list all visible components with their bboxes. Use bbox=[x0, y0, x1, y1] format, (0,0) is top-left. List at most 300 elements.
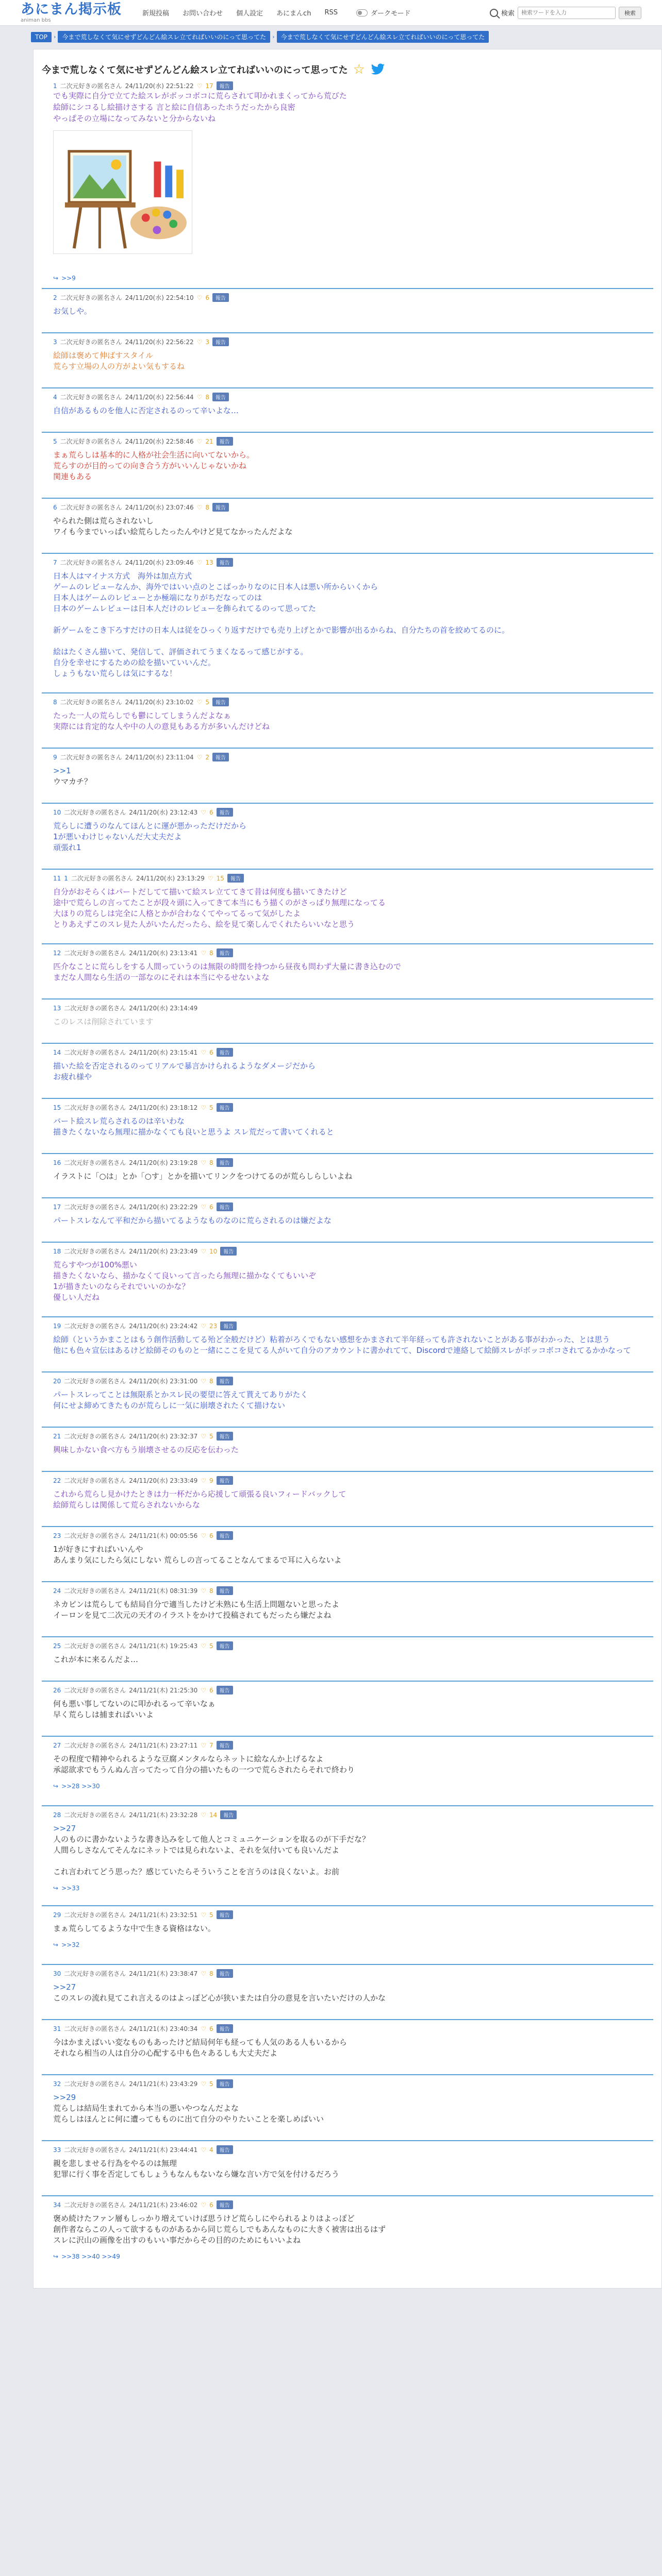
thumbs-up-icon[interactable]: ♡ bbox=[201, 1811, 207, 1819]
response-line: 1が好きにすればいいんや bbox=[53, 1545, 143, 1554]
nav-settings[interactable]: 個人設定 bbox=[236, 10, 263, 18]
response-header bbox=[53, 1004, 653, 1012]
op-number[interactable]: 1 bbox=[53, 82, 57, 90]
response-header bbox=[53, 1321, 653, 1330]
response-header bbox=[53, 2145, 653, 2154]
response-reply-anchor[interactable]: >>28 >>30 bbox=[61, 1783, 100, 1790]
response-line: 犯罪に行く事を否定してもしょうもなんもないなら嫌な言い方で気を付けるだろう bbox=[53, 2170, 340, 2179]
response-spacer bbox=[42, 930, 653, 943]
response-item bbox=[42, 1681, 653, 1736]
response-header bbox=[53, 293, 653, 302]
response-date: 24/11/20(水) 23:23:49 bbox=[129, 1248, 198, 1255]
breadcrumb-thread[interactable]: 今まで荒しなくて気にせずどんどん絵スレ立てればいいのにって思ってた bbox=[277, 31, 489, 43]
report-button[interactable]: 報告 bbox=[212, 753, 229, 761]
response-body bbox=[53, 1116, 653, 1138]
response-good-count: 8 bbox=[209, 1970, 213, 1977]
thumbs-up-icon[interactable]: ♡ bbox=[201, 1104, 207, 1111]
breadcrumb-separator: › bbox=[54, 33, 56, 40]
response-date: 24/11/21(木) 21:25:30 bbox=[129, 1687, 198, 1694]
thumbs-up-icon[interactable]: ♡ bbox=[201, 1532, 207, 1539]
response-number[interactable]: 33 bbox=[53, 2146, 61, 2154]
dark-mode-toggle[interactable] bbox=[356, 8, 410, 18]
response-number[interactable]: 20 bbox=[53, 1377, 61, 1385]
thumbs-up-icon[interactable]: ♡ bbox=[196, 393, 203, 401]
report-button[interactable]: 報告 bbox=[217, 1377, 233, 1385]
response-good-count: 8 bbox=[205, 503, 210, 511]
response-spacer bbox=[42, 1182, 653, 1197]
response-reply-link[interactable] bbox=[53, 1941, 653, 1948]
thumbs-up-icon[interactable]: ♡ bbox=[201, 1322, 207, 1330]
response-number[interactable]: 11 bbox=[53, 874, 61, 882]
response-header bbox=[53, 393, 653, 401]
response-line: 匹介なことに荒らしをする人間っていうのは無限の時間を持つから昼夜も問わず大量に書き込むので bbox=[53, 962, 402, 971]
response-line: 荒らしに遭うのなんてほんとに運が悪かっただけだから bbox=[53, 821, 247, 831]
response-spacer bbox=[42, 679, 653, 692]
response-line: ゲームのレビューなんか、海外ではいい点のとこばっかりなのに日本人は悪い所からいくから bbox=[53, 582, 378, 591]
thumbs-up-icon[interactable]: ♡ bbox=[201, 2146, 207, 2154]
thumbs-up-icon[interactable]: ♡ bbox=[201, 1911, 207, 1919]
twitter-share-icon[interactable] bbox=[370, 63, 386, 76]
response-header bbox=[53, 1686, 653, 1694]
response-spacer bbox=[42, 1948, 653, 1964]
thumbs-up-icon[interactable]: ♡ bbox=[201, 1432, 207, 1440]
response-line: このレスは削除されています bbox=[53, 1017, 154, 1026]
nav-new-post[interactable]: 新規投稿 bbox=[142, 10, 170, 18]
thumbs-up-icon[interactable]: ♡ bbox=[201, 1159, 207, 1166]
response-spacer bbox=[42, 482, 653, 498]
response-item bbox=[42, 2195, 653, 2276]
response-good-count: 10 bbox=[209, 1247, 218, 1255]
response-number[interactable]: 12 bbox=[53, 949, 61, 957]
response-number[interactable]: 16 bbox=[53, 1159, 61, 1166]
response-line: 優しい人だね bbox=[53, 1293, 100, 1302]
response-number[interactable]: 6 bbox=[53, 503, 57, 511]
response-line: 日本人はマイナス方式 海外は加点方式 bbox=[53, 571, 192, 581]
response-date: 24/11/21(木) 19:25:43 bbox=[129, 1642, 198, 1650]
response-number[interactable]: 21 bbox=[53, 1432, 61, 1440]
response-line: 描きたくないなら、描かなくて良いって言ったら無理に描かなくてもいいぞ bbox=[53, 1271, 317, 1280]
thumbs-up-icon[interactable]: ♡ bbox=[201, 1477, 207, 1484]
response-number[interactable]: 28 bbox=[53, 1811, 61, 1819]
response-number[interactable]: 25 bbox=[53, 1642, 61, 1650]
response-spacer bbox=[42, 1356, 653, 1371]
response-name: 二次元好きの匿名さん bbox=[64, 2201, 126, 2209]
response-line: これから荒らし見かけたときは力一杯だから応援して頑張る良いフィードバックして bbox=[53, 1489, 346, 1499]
nav-contact[interactable]: お問い合わせ bbox=[183, 10, 223, 18]
response-header bbox=[53, 874, 653, 883]
report-button[interactable]: 報告 bbox=[212, 698, 229, 706]
report-button[interactable]: 報告 bbox=[220, 1247, 237, 1256]
response-good-count: 4 bbox=[209, 2146, 213, 2154]
response-header bbox=[53, 1741, 653, 1750]
report-button[interactable]: 報告 bbox=[217, 1202, 233, 1211]
response-reply-anchor[interactable]: >>38 >>40 >>49 bbox=[61, 2253, 120, 2260]
op-name: 二次元好きの匿名さん bbox=[60, 82, 122, 90]
report-button[interactable]: 報告 bbox=[217, 1476, 233, 1485]
report-button[interactable]: 報告 bbox=[217, 1910, 233, 1919]
response-body bbox=[53, 1445, 653, 1455]
response-date: 24/11/20(水) 23:24:42 bbox=[129, 1323, 198, 1330]
breadcrumb-separator: › bbox=[272, 33, 275, 40]
report-button[interactable]: 報告 bbox=[217, 2079, 233, 2088]
breadcrumb-board[interactable]: 今まで荒しなくて気にせずどんどん絵スレ立てればいいのにって思ってた bbox=[58, 31, 270, 43]
response-spacer bbox=[42, 983, 653, 998]
response-item bbox=[42, 1153, 653, 1197]
response-good-count: 6 bbox=[209, 1532, 213, 1539]
response-item bbox=[42, 1905, 653, 1964]
response-line: 今はかまえばいい変なものもあったけど結局何年も経っても人気のある人もいるから bbox=[53, 2038, 347, 2047]
response-spacer bbox=[42, 1411, 653, 1427]
response-line: 1が悪いわけじゃないんだ大丈夫だよ bbox=[53, 832, 182, 841]
response-reply-link[interactable] bbox=[53, 1885, 653, 1892]
response-line: 荒らしは結局生まれてから本当の悪いやつなんだよな bbox=[53, 2104, 239, 2113]
response-good-count: 5 bbox=[209, 1642, 213, 1650]
thumbs-up-icon[interactable]: ♡ bbox=[201, 2080, 207, 2088]
response-anchor[interactable]: >>27 bbox=[53, 1982, 76, 1992]
response-line: 自分がおそらくはパートだしてて描いて絵スレ立ててきて昔は何度も描いてきたけど bbox=[53, 887, 347, 896]
response-date: 24/11/21(木) 23:32:28 bbox=[129, 1811, 198, 1819]
report-button[interactable]: 報告 bbox=[220, 1810, 237, 1819]
thumbs-up-icon[interactable]: ♡ bbox=[201, 1642, 207, 1650]
response-number[interactable]: 22 bbox=[53, 1477, 61, 1484]
response-line: 荒らしはほんとに何に遭ってもものに出て自分のやりたいことを楽しめばいい bbox=[53, 2114, 324, 2124]
response-name: 二次元好きの匿名さん bbox=[71, 875, 133, 882]
response-spacer bbox=[42, 1303, 653, 1316]
response-reply-anchor[interactable]: >>33 bbox=[61, 1885, 80, 1892]
response-line: しょうもない荒らしは気にするな！ bbox=[53, 669, 177, 678]
response-line: 絵はたくさん描いて、発信して、評価されてうまくなるって感じがする。 bbox=[53, 647, 308, 656]
thumbs-up-icon[interactable]: ♡ bbox=[201, 2025, 207, 2032]
response-body bbox=[53, 961, 653, 983]
response-anchor[interactable]: >>1 bbox=[53, 766, 71, 775]
response-item bbox=[42, 553, 653, 692]
main-nav bbox=[142, 8, 410, 18]
op-body bbox=[53, 90, 653, 124]
response-item bbox=[42, 943, 653, 998]
response-good-count: 13 bbox=[205, 558, 213, 566]
response-name: 二次元好きの匿名さん bbox=[64, 2080, 126, 2088]
response-good-count: 8 bbox=[209, 1587, 213, 1595]
response-spacer bbox=[42, 2260, 653, 2276]
response-item bbox=[42, 1427, 653, 1471]
report-button[interactable]: 報告 bbox=[217, 1103, 233, 1112]
response-line: 絵師（というかまことはもう創作活動してる殆ど全般だけど）粘着がろくでもない感想をかまされて半年経っても許されないことがある事がわかった、とは思う bbox=[53, 1335, 610, 1344]
nav-rss[interactable]: RSS bbox=[324, 9, 338, 16]
response-reply-link[interactable] bbox=[53, 2253, 653, 2260]
report-button[interactable]: 報告 bbox=[212, 393, 229, 401]
response-date: 24/11/20(水) 23:11:04 bbox=[125, 754, 194, 761]
response-item bbox=[42, 869, 653, 943]
response-date: 24/11/20(水) 23:10:02 bbox=[125, 699, 194, 706]
response-body bbox=[53, 1544, 653, 1566]
response-body bbox=[53, 516, 653, 537]
thumbs-up-icon[interactable]: ♡ bbox=[201, 949, 207, 957]
response-number[interactable]: 26 bbox=[53, 1686, 61, 1694]
response-date: 24/11/21(木) 00:05:56 bbox=[129, 1532, 198, 1539]
response-good-count: 3 bbox=[205, 338, 210, 346]
thumbs-up-icon[interactable]: ♡ bbox=[201, 808, 207, 816]
thumbs-up-icon[interactable]: ♡ bbox=[196, 558, 203, 566]
thumbs-up-icon[interactable]: ♡ bbox=[201, 2201, 207, 2209]
report-button[interactable]: 報告 bbox=[212, 337, 229, 346]
toggle-switch-icon[interactable] bbox=[356, 9, 368, 16]
report-button[interactable]: 報告 bbox=[217, 437, 233, 446]
response-header bbox=[53, 2200, 653, 2209]
report-button[interactable]: 報告 bbox=[220, 1321, 237, 1330]
response-spacer bbox=[42, 1082, 653, 1098]
response-list bbox=[42, 288, 653, 2276]
thumbs-up-icon[interactable]: ♡ bbox=[207, 874, 213, 882]
response-number[interactable]: 31 bbox=[53, 2025, 61, 2032]
response-date: 24/11/20(水) 23:18:12 bbox=[129, 1104, 198, 1111]
response-date: 24/11/21(木) 23:40:34 bbox=[129, 2025, 198, 2032]
response-line: ワイも今までいっぱい絵荒らしたったんやけど見てなかったんだよな bbox=[53, 527, 293, 536]
response-number[interactable]: 34 bbox=[53, 2201, 61, 2209]
op-reply-anchor[interactable]: >>9 bbox=[61, 275, 76, 282]
response-body bbox=[53, 1061, 653, 1082]
thumbs-up-icon[interactable]: ♡ bbox=[201, 1203, 207, 1211]
response-spacer bbox=[42, 1511, 653, 1526]
report-button[interactable]: 報告 bbox=[217, 1158, 233, 1167]
report-button[interactable]: 報告 bbox=[217, 1432, 233, 1440]
response-number[interactable]: 24 bbox=[53, 1587, 61, 1595]
thumbs-up-icon[interactable]: ♡ bbox=[201, 1377, 207, 1385]
response-date: 24/11/20(水) 23:13:41 bbox=[129, 950, 198, 957]
report-button[interactable]: 報告 bbox=[217, 1741, 233, 1750]
search-area bbox=[490, 7, 641, 19]
response-number[interactable]: 23 bbox=[53, 1532, 61, 1539]
report-button[interactable]: 報告 bbox=[217, 1531, 233, 1540]
response-line: まぁ荒らしは基本的に人格が社会生活に向いてないから。 bbox=[53, 450, 255, 460]
thumbs-up-icon[interactable]: ♡ bbox=[196, 338, 203, 346]
response-body bbox=[53, 1654, 653, 1665]
thumbs-up-icon[interactable]: ♡ bbox=[201, 1247, 207, 1255]
response-line: 途中で荒らしの言ってたことが段々頭に入ってきて本当にもう描くのがさっぱり無理になってる bbox=[53, 898, 386, 907]
response-header bbox=[53, 1641, 653, 1650]
response-name: 二次元好きの匿名さん bbox=[64, 950, 126, 957]
response-body bbox=[53, 2158, 653, 2180]
thumbs-up-icon[interactable]: ♡ bbox=[201, 1970, 207, 1977]
thumbs-up-icon[interactable]: ♡ bbox=[201, 1587, 207, 1595]
response-body bbox=[53, 2092, 653, 2125]
reply-arrow-icon: ↪ bbox=[53, 1885, 59, 1892]
response-line: 荒らすやつが100%悪い bbox=[53, 1260, 137, 1269]
response-number[interactable]: 5 bbox=[53, 437, 57, 445]
response-line: たった一人の荒らしでも鬱にしてしまうんだよなぁ bbox=[53, 711, 231, 720]
thumbs-up-icon[interactable]: ♡ bbox=[196, 82, 203, 90]
response-body bbox=[53, 1982, 653, 2004]
response-name: 二次元好きの匿名さん bbox=[60, 338, 122, 346]
thumbs-up-icon[interactable]: ♡ bbox=[201, 1686, 207, 1694]
response-date: 24/11/20(水) 23:31:00 bbox=[129, 1378, 198, 1385]
response-line: パートスレなんて平和だから描いてるようなものなのに荒らされるのは嫌だよな bbox=[53, 1216, 332, 1225]
response-good-count: 5 bbox=[209, 1911, 213, 1919]
response-number[interactable]: 13 bbox=[53, 1004, 61, 1012]
response-body bbox=[53, 1699, 653, 1720]
op-date: 24/11/20(水) 22:51:22 bbox=[125, 82, 194, 90]
response-spacer bbox=[42, 416, 653, 432]
response-good-count: 6 bbox=[205, 294, 210, 301]
response-name: 二次元好きの匿名さん bbox=[64, 1005, 126, 1012]
thumbs-up-icon[interactable]: ♡ bbox=[201, 1741, 207, 1749]
response-reply-anchor[interactable]: >>32 bbox=[61, 1941, 80, 1948]
response-item bbox=[42, 1197, 653, 1242]
response-header bbox=[53, 948, 653, 957]
report-button[interactable]: 報告 bbox=[217, 1686, 233, 1694]
response-good-count: 6 bbox=[209, 1686, 213, 1694]
report-button[interactable]: 報告 bbox=[217, 808, 233, 817]
op-header bbox=[53, 81, 653, 90]
response-spacer bbox=[42, 372, 653, 387]
response-name: 二次元好きの匿名さん bbox=[64, 1970, 126, 1977]
response-number[interactable]: 32 bbox=[53, 2080, 61, 2088]
op-reply-link[interactable] bbox=[53, 275, 653, 282]
response-item bbox=[42, 387, 653, 432]
report-button[interactable]: 報告 bbox=[217, 1048, 233, 1057]
response-number[interactable]: 7 bbox=[53, 558, 57, 566]
response-item bbox=[42, 1964, 653, 2019]
response-number[interactable]: 30 bbox=[53, 1970, 61, 1977]
response-item bbox=[42, 1242, 653, 1316]
response-number[interactable]: 8 bbox=[53, 698, 57, 706]
response-header bbox=[53, 1048, 653, 1057]
report-button[interactable]: 報告 bbox=[212, 503, 229, 512]
report-button[interactable]: 報告 bbox=[217, 948, 233, 957]
response-line: とりあえずこのスレ見た人がいたんだったら、絵を見て楽しんでくれたらいいなと思う bbox=[53, 920, 355, 929]
response-item bbox=[42, 1526, 653, 1581]
report-button[interactable]: 報告 bbox=[217, 558, 233, 567]
thumbs-up-icon[interactable]: ♡ bbox=[201, 1048, 207, 1056]
thumbs-up-icon[interactable]: ♡ bbox=[196, 698, 203, 706]
response-anchor[interactable]: >>27 bbox=[53, 1824, 76, 1833]
response-header bbox=[53, 1377, 653, 1385]
response-header bbox=[53, 1810, 653, 1819]
response-number[interactable]: 3 bbox=[53, 338, 57, 346]
response-item bbox=[42, 1471, 653, 1526]
response-number[interactable]: 18 bbox=[53, 1247, 61, 1255]
dark-mode-label: ダークモード bbox=[370, 10, 411, 18]
response-name: 二次元好きの匿名さん bbox=[60, 394, 122, 401]
response-date: 24/11/20(水) 22:56:22 bbox=[125, 338, 194, 346]
report-button[interactable]: 報告 bbox=[217, 1586, 233, 1595]
thumbs-up-icon[interactable]: ♡ bbox=[196, 503, 203, 511]
response-number[interactable]: 27 bbox=[53, 1741, 61, 1749]
response-line: これが本に来るんだよ… bbox=[53, 1655, 139, 1664]
report-button[interactable]: 報告 bbox=[217, 2145, 233, 2154]
nav-animanch[interactable]: あにまんch bbox=[276, 10, 311, 18]
response-good-count: 21 bbox=[205, 437, 213, 445]
report-button[interactable]: 報告 bbox=[217, 81, 233, 90]
response-name: 二次元好きの匿名さん bbox=[60, 294, 122, 301]
response-name: 二次元好きの匿名さん bbox=[60, 504, 122, 511]
response-item bbox=[42, 1098, 653, 1153]
response-header bbox=[53, 2079, 653, 2088]
response-header bbox=[53, 1247, 653, 1256]
report-button[interactable]: 報告 bbox=[227, 874, 244, 883]
search-button[interactable]: 検索 bbox=[619, 7, 641, 19]
response-date: 24/11/20(水) 23:19:28 bbox=[129, 1159, 198, 1166]
report-button[interactable]: 報告 bbox=[212, 293, 229, 302]
response-spacer bbox=[42, 1027, 653, 1043]
response-name: 二次元好きの匿名さん bbox=[60, 559, 122, 566]
response-item bbox=[42, 1371, 653, 1427]
response-number[interactable]: 2 bbox=[53, 294, 57, 301]
response-name: 二次元好きの匿名さん bbox=[60, 754, 122, 761]
response-header bbox=[53, 503, 653, 512]
response-reply-link[interactable] bbox=[53, 1783, 653, 1790]
response-date: 24/11/20(水) 22:58:46 bbox=[125, 438, 194, 445]
response-header bbox=[53, 437, 653, 446]
response-line: あんまり気にしたら気にしない 荒らしの言ってることなんてまるで耳に入らないよ bbox=[53, 1555, 342, 1565]
thumbs-up-icon[interactable]: ♡ bbox=[196, 294, 203, 301]
response-line: 創作者ならこの人って欲するものがあるから同じ荒らしでもあんなものに大きく被害は出るはず bbox=[53, 2225, 386, 2234]
thumbs-up-icon[interactable]: ♡ bbox=[196, 753, 203, 761]
response-body bbox=[53, 571, 653, 679]
response-header bbox=[53, 558, 653, 567]
response-good-count: 6 bbox=[209, 2201, 213, 2209]
response-spacer bbox=[42, 732, 653, 748]
response-item bbox=[42, 2019, 653, 2074]
response-number[interactable]: 15 bbox=[53, 1104, 61, 1111]
report-button[interactable]: 報告 bbox=[217, 2200, 233, 2209]
response-number[interactable]: 9 bbox=[53, 753, 57, 761]
response-line: 自信があるものを他人に否定されるのって辛いよな… bbox=[53, 406, 239, 415]
star-favorite-icon[interactable]: ☆ bbox=[353, 62, 365, 77]
search-input[interactable] bbox=[518, 7, 616, 19]
response-good-count: 2 bbox=[205, 753, 210, 761]
response-item bbox=[42, 1736, 653, 1805]
response-item bbox=[42, 2140, 653, 2195]
report-button[interactable]: 報告 bbox=[217, 1969, 233, 1978]
response-number[interactable]: 19 bbox=[53, 1322, 61, 1330]
response-date: 24/11/21(木) 08:31:39 bbox=[129, 1587, 198, 1595]
response-line: 何も悪い事してないのに叩かれるって辛いなぁ bbox=[53, 1699, 216, 1708]
report-button[interactable]: 報告 bbox=[217, 2024, 233, 2033]
response-body bbox=[53, 350, 653, 372]
response-line: 描いた絵を否定されるのってリアルで暴言かけられるようなダメージだから bbox=[53, 1061, 316, 1071]
response-item bbox=[42, 748, 653, 803]
response-line: まだな人間なら生活の一部なのにそれは本当にやるせないよな bbox=[53, 973, 270, 982]
op-line: やっぱその立場になってみないと分からないね bbox=[53, 114, 216, 123]
response-line: やられた側は荒らされないし bbox=[53, 516, 154, 526]
breadcrumb-top[interactable]: TOP bbox=[31, 32, 52, 42]
response-name: 二次元好きの匿名さん bbox=[64, 1742, 126, 1749]
response-number[interactable]: 10 bbox=[53, 808, 61, 816]
response-name: 二次元好きの匿名さん bbox=[64, 1104, 126, 1111]
site-logo[interactable] bbox=[21, 3, 122, 23]
response-number[interactable]: 17 bbox=[53, 1203, 61, 1211]
response-anchor[interactable]: >>29 bbox=[53, 2093, 76, 2102]
response-number[interactable]: 14 bbox=[53, 1048, 61, 1056]
response-header bbox=[53, 698, 653, 706]
response-line: 実際には肯定的な人や中の人の意見もある方が多いんだけどね bbox=[53, 722, 270, 731]
response-body bbox=[53, 1389, 653, 1411]
op-attached-image[interactable] bbox=[53, 130, 192, 254]
thread-title: 今まで荒しなくて気にせずどんどん絵スレ立てればいいのにって思ってた bbox=[42, 65, 348, 76]
response-name: 二次元好きの匿名さん bbox=[64, 1532, 126, 1539]
response-item bbox=[42, 1805, 653, 1905]
response-number[interactable]: 4 bbox=[53, 393, 57, 401]
response-line: バート絵スレ荒らされるのは辛いわな bbox=[53, 1116, 185, 1126]
response-spacer bbox=[42, 1665, 653, 1681]
reply-arrow-icon: ↪ bbox=[53, 1941, 59, 1948]
response-name: 二次元好きの匿名さん bbox=[64, 1477, 126, 1484]
response-number[interactable]: 29 bbox=[53, 1911, 61, 1919]
thumbs-up-icon[interactable]: ♡ bbox=[196, 437, 203, 445]
report-button[interactable]: 報告 bbox=[217, 1641, 233, 1650]
response-date: 24/11/20(水) 23:32:37 bbox=[129, 1433, 198, 1440]
response-line: ネカピンは荒らしても結局自分で適当したけど未熟にも生活上問題ないと思ったよ bbox=[53, 1600, 340, 1609]
